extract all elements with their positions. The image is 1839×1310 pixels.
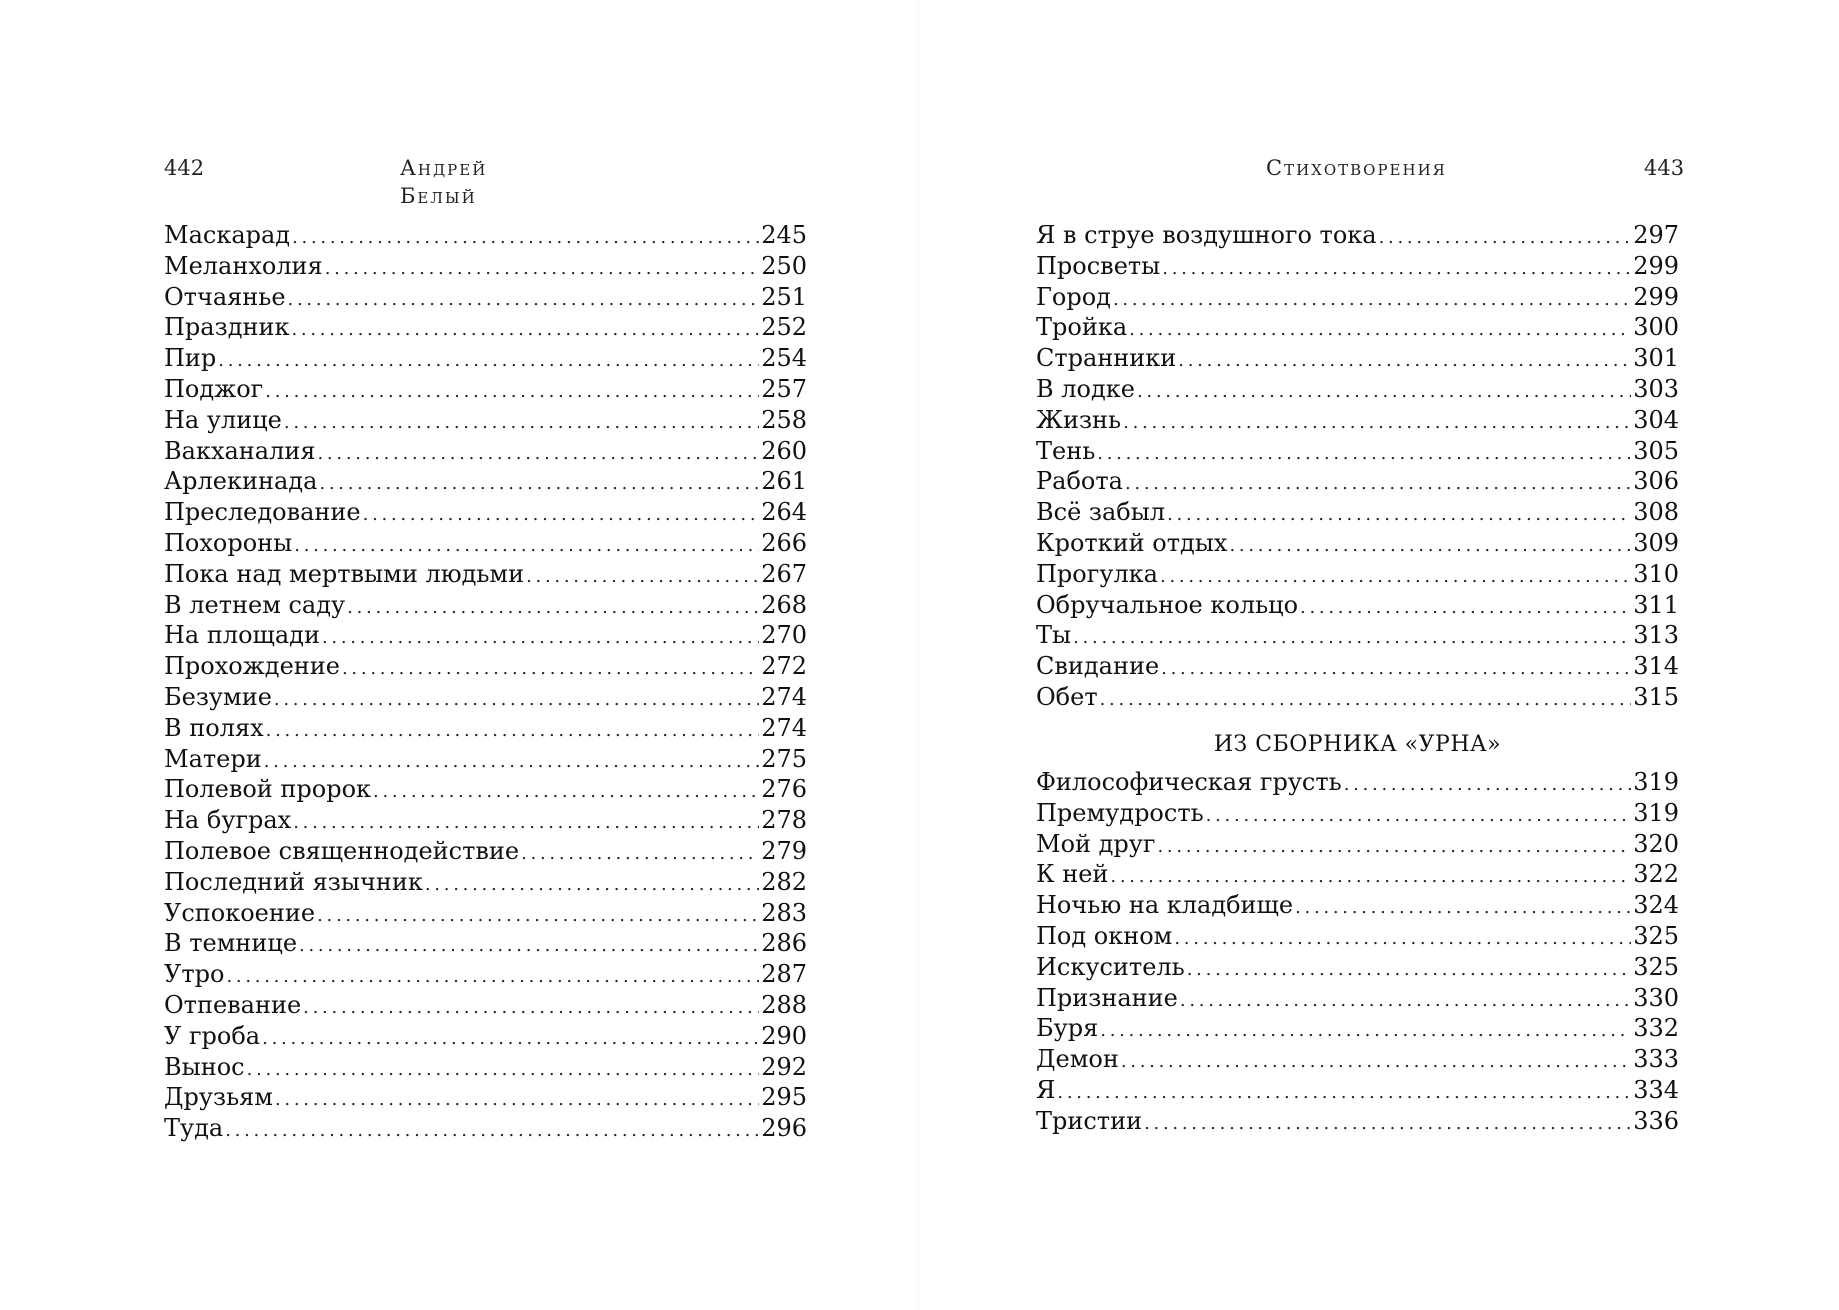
toc-entry-page: 278 [761,806,807,835]
toc-entry-title: Я в струе воздушного тока [1036,221,1377,249]
toc-entry [164,466,807,497]
dot-leader [1187,955,1631,986]
toc-entry-page: 251 [761,282,807,311]
dot-leader [1295,893,1631,924]
toc-entry-title: Работа [1036,467,1123,496]
toc-entry [1036,312,1679,343]
toc-entry-title: Прохождение [164,652,340,681]
toc-entry-title: Признание [1036,983,1178,1012]
toc-entry-title: Маскарад [164,221,291,249]
toc-entry [164,990,807,1021]
toc-entry-title: Вынос [164,1052,245,1081]
toc-entry-page: 319 [1633,798,1679,827]
toc-entry-page: 270 [761,621,807,650]
toc-entry-page: 324 [1633,891,1679,920]
toc-entry-title: Город [1036,282,1111,311]
toc-entry-title: На буграх [164,806,292,835]
toc-entry [1036,374,1679,405]
toc-entry-title: Просветы [1036,251,1161,280]
toc-entry-page: 257 [761,374,807,403]
toc-entry-title: Пока над мертвыми людьми [164,559,525,588]
right-page [920,0,1838,1310]
toc-entry [164,713,807,744]
toc-entry-page: 254 [761,344,807,373]
dot-leader [1113,285,1631,316]
toc-entry [164,928,807,959]
toc-entry [164,1113,807,1144]
toc-entry-page: 287 [761,960,807,989]
toc-entry-title: Тристии [1036,1106,1143,1135]
toc-entry-page: 288 [761,990,807,1019]
dot-leader [218,346,759,377]
toc-entry [164,220,807,251]
toc-entry-title: Я [1036,1075,1056,1104]
toc-entry-page: 290 [761,1021,807,1050]
toc-entry-page: 303 [1633,374,1679,403]
dot-leader [317,901,759,932]
toc-entry-title: Всё забыл [1036,498,1166,527]
toc-entry [164,682,807,713]
toc-entry-page: 336 [1633,1106,1679,1135]
toc-entry-page: 300 [1633,313,1679,342]
toc-entry [1036,952,1679,983]
toc-entry-page: 322 [1633,860,1679,889]
toc-entry [164,590,807,621]
toc-entry-title: Последний язычник [164,867,423,896]
dot-leader [1162,254,1631,285]
toc-entry-title: Свидание [1036,652,1160,681]
toc-entry-title: Искуситель [1036,952,1185,981]
toc-entry [164,374,807,405]
toc-entry [1036,1106,1679,1137]
dot-leader [264,747,759,778]
toc-entry-page: 274 [761,682,807,711]
toc-entry [1036,798,1679,829]
toc-entry [164,774,807,805]
toc-entry-title: Под окном [1036,921,1173,950]
toc-entry-title: Утро [164,960,225,989]
toc-entry [164,343,807,374]
toc-entry-page: 325 [1633,921,1679,950]
toc-entry-page: 306 [1633,467,1679,496]
right-section-toc-list [1036,767,1679,1137]
dot-leader [1097,439,1631,470]
dot-leader [363,500,760,531]
toc-entry-page: 258 [761,405,807,434]
toc-entry-title: Туда [164,1114,224,1143]
toc-entry [1036,890,1679,921]
dot-leader [226,962,759,993]
toc-entry-page: 282 [761,867,807,896]
toc-entry-title: На улице [164,405,282,434]
toc-entry [1036,282,1679,313]
dot-leader [265,377,759,408]
toc-entry-title: Успокоение [164,898,316,927]
toc-entry-page: 292 [761,1052,807,1081]
dot-leader [325,254,759,285]
toc-entry-title: В полях [164,713,264,742]
toc-entry [1036,651,1679,682]
toc-entry-page: 283 [761,898,807,927]
dot-leader [1300,593,1631,624]
toc-entry [164,1082,807,1113]
dot-leader [284,408,759,439]
toc-entry [1036,251,1679,282]
toc-entry-page: 310 [1633,559,1679,588]
dot-leader [299,931,759,962]
toc-entry-title: Полевой пророк [164,775,372,804]
dot-leader [342,654,759,685]
dot-leader [1137,377,1631,408]
toc-entry-page: 299 [1633,282,1679,311]
toc-entry [164,1021,807,1052]
toc-entry-title: Обручальное кольцо [1036,590,1299,619]
toc-entry-title: Отпевание [164,990,302,1019]
toc-entry [1036,859,1679,890]
dot-leader [1144,1109,1631,1140]
toc-entry-title: Буря [1036,1014,1099,1043]
dot-leader [1129,315,1631,346]
toc-entry [1036,405,1679,436]
left-running-title: Андрей Белый [400,156,488,208]
dot-leader [1123,408,1631,439]
toc-entry-page: 276 [761,775,807,804]
dot-leader [373,777,759,808]
right-page-number: 443 [1644,156,1685,180]
dot-leader [1100,685,1632,716]
toc-entry-title: Полевое священнодействие [164,836,520,865]
toc-entry-title: Праздник [164,313,290,342]
toc-entry [164,651,807,682]
toc-entry-page: 314 [1633,652,1679,681]
book-gutter [918,0,919,1310]
toc-entry [1036,983,1679,1014]
toc-entry-title: Мой друг [1036,829,1156,858]
toc-entry-page: 332 [1633,1014,1679,1043]
toc-entry-page: 279 [761,836,807,865]
toc-entry-title: Безумие [164,682,272,711]
toc-entry [164,405,807,436]
dot-leader [1178,346,1631,377]
toc-entry-title: В темнице [164,929,298,958]
dot-leader [1125,469,1631,500]
toc-entry-title: Меланхолия [164,251,323,280]
toc-entry [1036,1075,1679,1106]
toc-entry-title: Ночью на кладбище [1036,891,1294,920]
dot-leader [247,1055,760,1086]
toc-entry-page: 311 [1633,590,1679,619]
toc-entry-page: 295 [761,1083,807,1112]
dot-leader [521,839,759,870]
toc-entry-page: 308 [1633,498,1679,527]
toc-entry [1036,767,1679,798]
dot-leader [274,685,759,716]
toc-entry-page: 325 [1633,952,1679,981]
toc-entry [164,312,807,343]
toc-entry [1036,559,1679,590]
dot-leader [1167,500,1631,531]
left-page-number: 442 [164,156,205,180]
right-toc-list [1036,220,1679,713]
toc-entry [1036,682,1679,713]
dot-leader [225,1116,759,1147]
toc-entry-title: Премудрость [1036,798,1204,827]
toc-entry [164,620,807,651]
toc-entry-page: 261 [761,467,807,496]
toc-entry-page: 313 [1633,621,1679,650]
toc-entry-title: Жизнь [1036,405,1122,434]
toc-entry [164,528,807,559]
dot-leader [322,623,759,654]
dot-leader [425,870,759,901]
toc-entry-title: Арлекинада [164,467,318,496]
dot-leader [1161,654,1631,685]
toc-entry-page: 266 [761,528,807,557]
toc-entry [1036,497,1679,528]
toc-entry [1036,921,1679,952]
left-toc-list [164,220,807,1144]
toc-entry-title: Кроткий отдых [1036,528,1228,557]
toc-entry [164,744,807,775]
left-page [0,0,918,1310]
toc-entry-title: Вакханалия [164,436,316,465]
dot-leader [293,808,759,839]
toc-entry [1036,528,1679,559]
toc-entry-page: 315 [1633,682,1679,711]
toc-entry-page: 286 [761,929,807,958]
toc-entry-title: Матери [164,744,262,773]
toc-entry-title: В летнем саду [164,590,346,619]
toc-entry [1036,620,1679,651]
toc-entry [164,805,807,836]
toc-entry-page: 250 [761,251,807,280]
toc-entry [164,497,807,528]
toc-entry [164,836,807,867]
toc-entry [164,1052,807,1083]
toc-entry-title: Ты [1036,621,1072,650]
toc-entry-page: 268 [761,590,807,619]
toc-entry [1036,1013,1679,1044]
toc-entry [164,559,807,590]
toc-entry [164,959,807,990]
toc-entry-page: 333 [1633,1045,1679,1074]
toc-entry-page: 272 [761,652,807,681]
toc-entry-page: 299 [1633,251,1679,280]
toc-entry-title: Прогулка [1036,559,1158,588]
dot-leader [1157,832,1631,863]
toc-entry-title: В лодке [1036,374,1135,403]
toc-entry-page: 330 [1633,983,1679,1012]
toc-entry-page: 267 [761,559,807,588]
dot-leader [275,1085,759,1116]
dot-leader [319,469,759,500]
dot-leader [1180,986,1631,1017]
toc-entry-page: 264 [761,498,807,527]
toc-entry [1036,436,1679,467]
toc-entry-title: Поджог [164,374,264,403]
toc-entry [164,898,807,929]
toc-entry-page: 304 [1633,405,1679,434]
dot-leader [1100,1016,1631,1047]
dot-leader [266,716,760,747]
dot-leader [292,223,759,254]
toc-entry-title: Странники [1036,344,1177,373]
toc-entry-title: Демон [1036,1045,1119,1074]
dot-leader [288,285,760,316]
toc-entry-title: Преследование [164,498,361,527]
right-running-title: Стихотворения [1266,156,1447,180]
toc-entry-title: Отчаянье [164,282,286,311]
toc-entry [1036,829,1679,860]
toc-entry [1036,590,1679,621]
toc-entry-title: Пир [164,344,217,373]
toc-entry-title: Друзьям [164,1083,273,1112]
toc-entry-title: Тень [1036,436,1096,465]
dot-leader [1206,801,1632,832]
toc-entry [164,251,807,282]
toc-entry-title: На площади [164,621,320,650]
toc-entry-title: К ней [1036,860,1109,889]
dot-leader [1057,1078,1631,1109]
toc-entry-page: 301 [1633,344,1679,373]
dot-leader [347,593,759,624]
dot-leader [317,439,759,470]
toc-entry-title: Тройка [1036,313,1128,342]
toc-entry-title: У гроба [164,1021,261,1050]
toc-entry-page: 305 [1633,436,1679,465]
dot-leader [1160,562,1631,593]
toc-entry-page: 320 [1633,829,1679,858]
toc-entry-page: 260 [761,436,807,465]
toc-entry-title: Похороны [164,528,293,557]
toc-entry-page: 252 [761,313,807,342]
toc-entry [1036,220,1679,251]
toc-entry [164,436,807,467]
toc-entry-page: 297 [1633,221,1679,249]
toc-entry-title: Обет [1036,682,1098,711]
toc-entry [164,282,807,313]
toc-entry-page: 275 [761,744,807,773]
toc-entry-title: Философическая грусть [1036,768,1342,796]
dot-leader [291,315,759,346]
dot-leader [1073,623,1631,654]
dot-leader [526,562,759,593]
toc-entry-page: 274 [761,713,807,742]
toc-entry [1036,466,1679,497]
toc-entry [1036,343,1679,374]
dot-leader [1174,924,1631,955]
dot-leader [294,531,759,562]
dot-leader [1121,1047,1631,1078]
dot-leader [1110,862,1631,893]
toc-entry-page: 245 [761,221,807,249]
dot-leader [262,1024,759,1055]
dot-leader [1344,770,1631,801]
section-heading: ИЗ СБОРНИКА «УРНА» [1213,732,1502,757]
toc-entry-page: 309 [1633,528,1679,557]
toc-entry [1036,1044,1679,1075]
toc-entry-page: 296 [761,1114,807,1143]
toc-entry-page: 319 [1633,768,1679,796]
dot-leader [1379,223,1632,254]
toc-entry [164,867,807,898]
dot-leader [1229,531,1631,562]
toc-entry-page: 334 [1633,1075,1679,1104]
dot-leader [303,993,759,1024]
